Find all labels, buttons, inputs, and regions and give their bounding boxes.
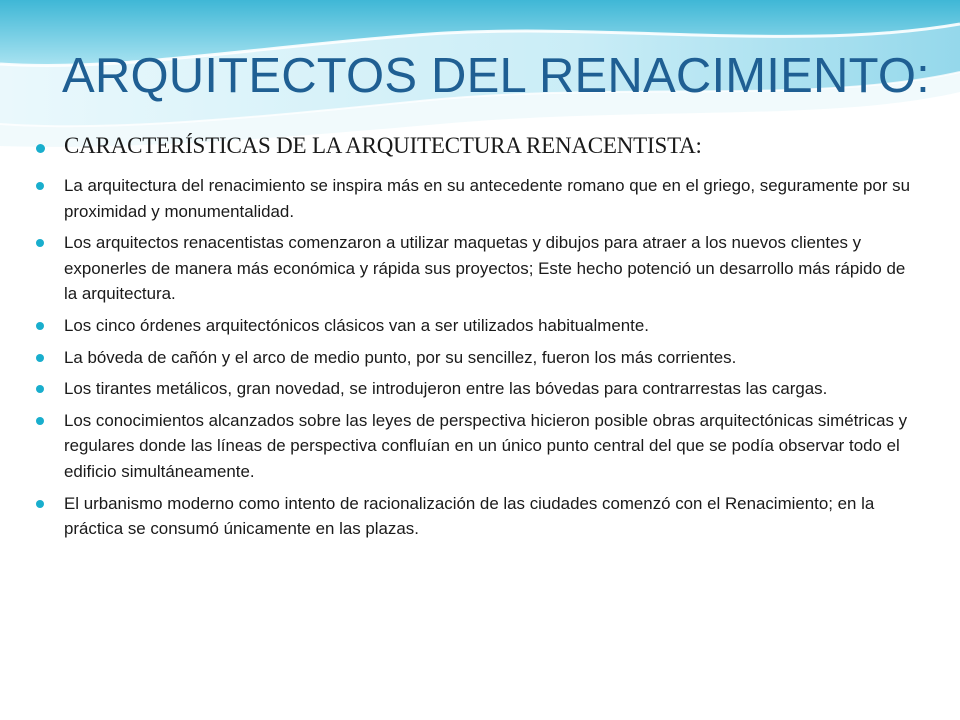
bullet-dot-icon bbox=[36, 144, 45, 153]
bullet-dot-icon bbox=[36, 322, 44, 330]
list-item bbox=[36, 376, 916, 402]
list-item bbox=[36, 345, 916, 371]
list-item-text: Los conocimientos alcanzados sobre las leyes de perspectiva hicieron posible obras arquitectónicas simétricas y regulares donde las líneas de perspectiva confluían en un único punto central del que se podía observar todo el edificio simultáneamente. bbox=[64, 410, 908, 481]
list-item-text: Los arquitectos renacentistas comenzaron a utilizar maquetas y dibujos para atraer a los nuevos clientes y exponerles de manera más económica y rápida sus proyectos; Este hecho potenció un desarrollo más rápido de la arquitectura. bbox=[64, 233, 906, 304]
bullet-dot-icon bbox=[36, 500, 44, 508]
list-item bbox=[36, 491, 916, 542]
list-item bbox=[36, 313, 916, 339]
list-item bbox=[36, 230, 916, 307]
bullet-dot-icon bbox=[36, 239, 44, 247]
section-heading bbox=[36, 130, 916, 162]
list-item bbox=[36, 408, 916, 485]
list-item-text: Los cinco órdenes arquitectónicos clásicos van a ser utilizados habitualmente. bbox=[64, 315, 649, 335]
section-heading-text: CARACTERÍSTICAS DE LA ARQUITECTURA RENACENTISTA: bbox=[64, 133, 702, 158]
bullet-dot-icon bbox=[36, 385, 44, 393]
bullet-dot-icon bbox=[36, 182, 44, 190]
list-item-text: El urbanismo moderno como intento de racionalización de las ciudades comenzó con el Renacimiento; en la práctica se consumó únicamente en las plazas. bbox=[64, 493, 875, 539]
list-item-text: Los tirantes metálicos, gran novedad, se introdujeron entre las bóvedas para contrarrestas las cargas. bbox=[64, 379, 828, 399]
list-item-text: La arquitectura del renacimiento se inspira más en su antecedente romano que en el griego, seguramente por su proximidad y monumentalidad. bbox=[64, 176, 910, 221]
bullet-list bbox=[36, 130, 916, 542]
bullet-dot-icon bbox=[36, 354, 44, 362]
slide-title: ARQUITECTOS DEL RENACIMIENTO: bbox=[62, 49, 930, 103]
bullet-dot-icon bbox=[36, 417, 44, 425]
list-item-text: La bóveda de cañón y el arco de medio punto, por su sencillez, fueron los más corrientes. bbox=[64, 347, 737, 367]
list-item bbox=[36, 173, 916, 224]
slide-content bbox=[36, 130, 916, 548]
